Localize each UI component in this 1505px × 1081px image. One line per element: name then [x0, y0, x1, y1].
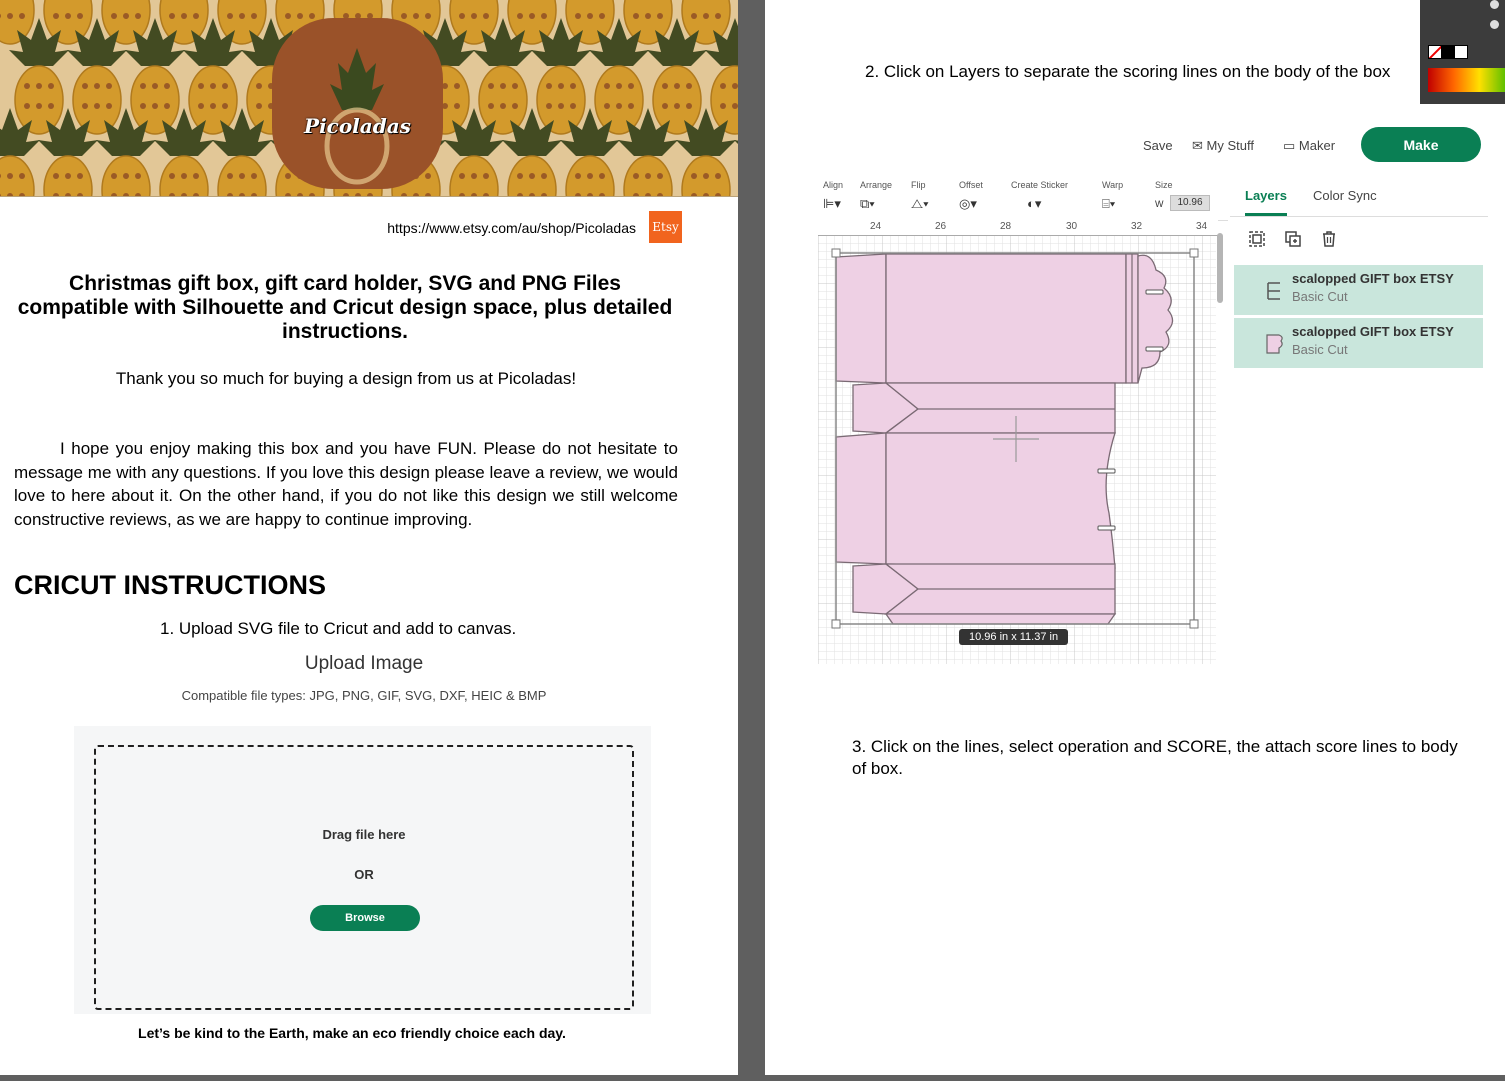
warp-icon: ⌸▾: [1102, 196, 1116, 211]
maker-button[interactable]: [1283, 138, 1335, 154]
step-3-text: 3. Click on the lines, select operation and SCORE, the attach score lines to body of box.: [852, 737, 1458, 778]
dimensions-label: 10.96 in x 11.37 in: [959, 629, 1068, 645]
layer-name: scalopped GIFT box ETSY: [1292, 271, 1454, 286]
resize-handle-icon[interactable]: [1190, 249, 1198, 257]
machine-icon: ▭: [1283, 138, 1296, 153]
drag-file-text: Drag file here: [322, 827, 406, 842]
tab-color-sync[interactable]: Color Sync: [1313, 188, 1377, 203]
maker-label: Maker: [1298, 138, 1336, 153]
pineapple-banner: [0, 0, 738, 197]
box-shape-thumbnail-icon: [1264, 332, 1284, 356]
my-stuff-button[interactable]: [1192, 138, 1254, 154]
align-icon: ⊫▾: [823, 196, 841, 211]
flip-icon: ⧍▾: [911, 196, 929, 211]
tab-layers[interactable]: Layers: [1245, 188, 1287, 216]
eco-footer-text: Let’s be kind to the Earth, make an eco friendly choice each day.: [138, 1025, 566, 1041]
left-page: [0, 0, 738, 1075]
warp-tool[interactable]: Warp ⌸▾: [1102, 180, 1124, 211]
width-input[interactable]: 10.96: [1170, 195, 1210, 211]
resize-handle-icon[interactable]: [832, 249, 840, 257]
section-heading: CRICUT INSTRUCTIONS: [14, 570, 326, 600]
upload-image-title: Upload Image: [304, 653, 424, 674]
resize-handle-icon[interactable]: [1190, 620, 1198, 628]
delete-icon[interactable]: [1320, 230, 1338, 248]
picoladas-logo: [272, 18, 443, 189]
thank-you-text: Thank you so much for buying a design from us at Picoladas!: [115, 369, 577, 388]
layer-operation: Basic Cut: [1292, 342, 1348, 357]
logo-text: Picoladas: [304, 114, 411, 138]
gift-box-design[interactable]: [818, 219, 1218, 664]
browse-button[interactable]: Browse: [310, 905, 420, 931]
layers-panel: [1230, 176, 1488, 664]
offset-tool[interactable]: Offset ◎▾: [959, 180, 983, 211]
etsy-logo-icon[interactable]: Etsy: [649, 211, 682, 243]
tab-divider: [1230, 216, 1488, 217]
slider-knob-icon[interactable]: [1490, 20, 1499, 29]
right-page: [765, 0, 1505, 1075]
step-1-text: 1. Upload SVG file to Cricut and add to canvas.: [160, 619, 517, 638]
duplicate-icon[interactable]: [1284, 230, 1302, 248]
intro-paragraph: I hope you enjoy making this box and you have FUN. Please do not hesitate to message me with any questions. If you love this design please leave a review, we would love to here about it. On the other hand, if you do not like this design we still welcome constructive reviews, as we are happy to continue improving.: [14, 439, 678, 529]
align-tool[interactable]: Align ⊫▾: [823, 180, 844, 211]
group-icon[interactable]: [1248, 230, 1266, 248]
layer-row[interactable]: [1234, 318, 1483, 368]
design-canvas[interactable]: [818, 219, 1228, 664]
layer-operation: Basic Cut: [1292, 289, 1348, 304]
my-stuff-label: My Stuff: [1206, 138, 1254, 153]
step-2-text: 2. Click on Layers to separate the scoring lines on the body of the box: [865, 62, 1391, 81]
white-swatch[interactable]: [1454, 45, 1468, 59]
horizontal-ruler: 24 26 28 30 32 34: [818, 219, 1218, 236]
file-dropzone[interactable]: [94, 745, 634, 1010]
no-fill-swatch-icon[interactable]: [1428, 45, 1442, 59]
score-lines-thumbnail-icon: [1264, 279, 1284, 303]
compatible-file-types: Compatible file types: JPG, PNG, GIF, SVG, DXF, HEIC & BMP: [181, 688, 547, 703]
envelope-icon: ✉: [1192, 138, 1203, 153]
document-title: Christmas gift box, gift card holder, SVG and PNG Files compatible with Silhouette and Cricut design space, plus detailed instructions.: [17, 272, 673, 343]
create-sticker-tool[interactable]: Create Sticker ◐▾: [1011, 180, 1069, 211]
arrange-tool[interactable]: Arrange ⧉▾: [860, 180, 893, 211]
or-separator: OR: [354, 867, 374, 882]
black-swatch[interactable]: [1441, 45, 1455, 59]
upload-panel: [74, 726, 651, 1014]
edit-toolbar: [818, 174, 1228, 221]
save-button[interactable]: Save: [1143, 138, 1173, 153]
resize-handle-icon[interactable]: [832, 620, 840, 628]
layer-row[interactable]: [1234, 265, 1483, 315]
logo-pineapple-icon: [272, 18, 443, 189]
color-swatch-panel: [1420, 0, 1505, 104]
color-spectrum-bar[interactable]: [1428, 68, 1505, 92]
arrange-icon: ⧉▾: [860, 196, 875, 211]
slider-knob-icon[interactable]: [1490, 0, 1499, 9]
shop-url-link[interactable]: https://www.etsy.com/au/shop/Picoladas: [387, 220, 636, 236]
make-button[interactable]: Make: [1361, 127, 1481, 162]
offset-icon: ◎▾: [959, 196, 977, 211]
size-w-label: W: [1155, 199, 1164, 209]
flip-tool[interactable]: Flip ⧍▾: [911, 180, 929, 211]
size-tool: Size W: [1155, 180, 1173, 209]
layer-name: scalopped GIFT box ETSY: [1292, 324, 1454, 339]
sticker-icon: ◐▾: [1027, 196, 1042, 211]
